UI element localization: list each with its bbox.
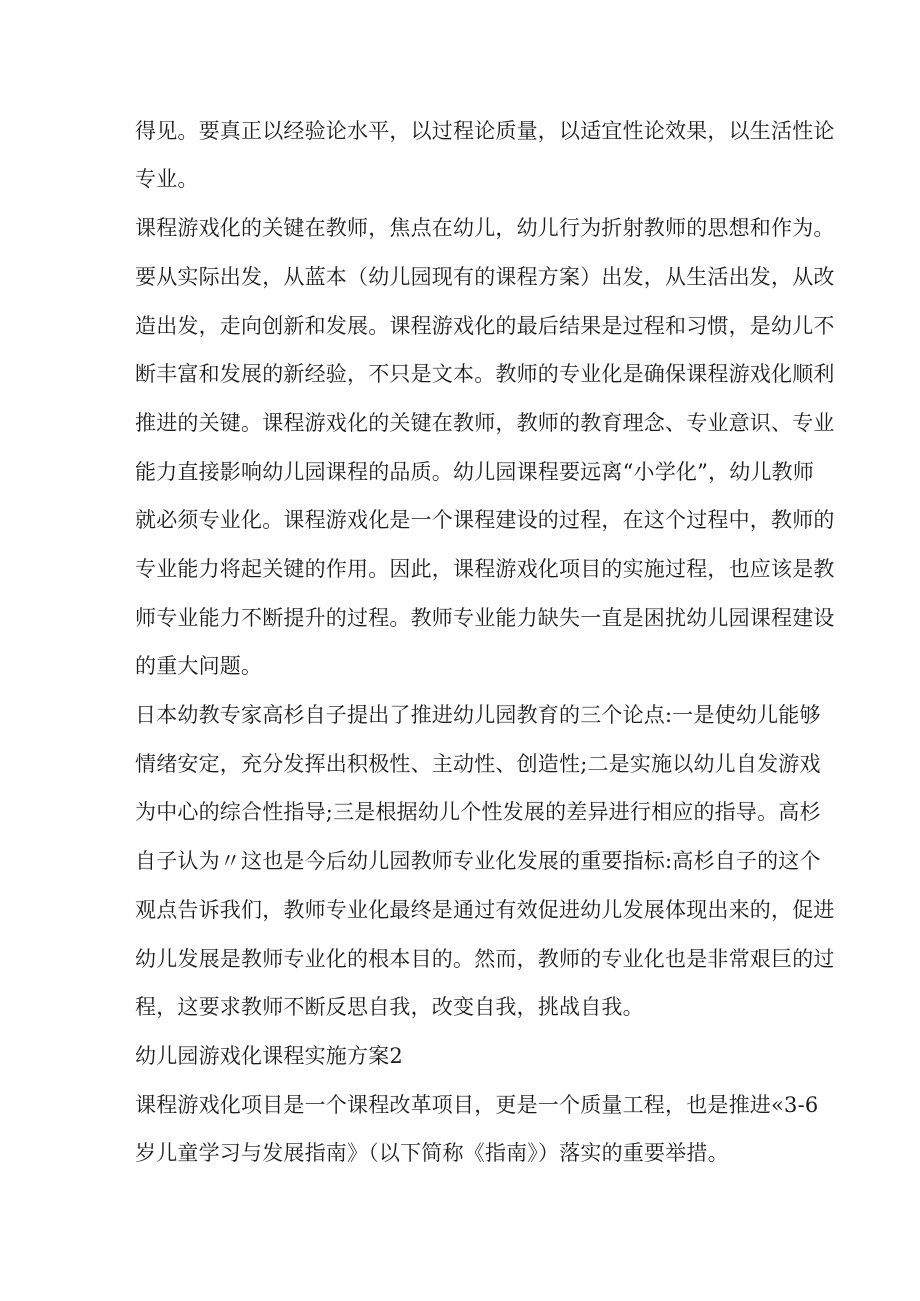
text-line: 岁儿童学习与发展指南》（以下简称《指南》）落实的重要举措。	[135, 1141, 729, 1165]
section-heading: 幼儿园游戏化课程实施方案2	[135, 1044, 403, 1068]
text-line: 专业能力将起关键的作用。因此，课程游戏化项目的实施过程，也应该是教	[135, 557, 835, 581]
text-line: 课程游戏化的关键在教师，焦点在幼儿，幼儿行为折射教师的思想和作为。	[135, 216, 835, 240]
text-line: 师专业能力不断提升的过程。教师专业能力缺失一直是困扰幼儿园课程建设	[135, 606, 835, 630]
text-line: 幼儿发展是教师专业化的根本目的。然而，教师的专业化也是非常艰巨的过	[135, 947, 835, 971]
text-line: 为中心的综合性指导;三是根据幼儿个性发展的差异进行相应的指导。高杉	[135, 800, 821, 824]
text-line: 要从实际出发，从蓝本（幼儿园现有的课程方案）出发，从生活出发，从改	[135, 265, 835, 289]
text-line: 课程游戏化项目是一个课程改革项目，更是一个质量工程，也是推进«3-6	[135, 1093, 819, 1117]
text-line: 自子认为〃这也是今后幼儿园教师专业化发展的重要指标:高杉自子的这个	[135, 849, 821, 873]
text-line: 专业。	[135, 167, 199, 191]
text-line: 推进的关键。课程游戏化的关键在教师，教师的教育理念、专业意识、专业	[135, 411, 835, 435]
text-line: 程，这要求教师不断反思自我，改变自我，挑战自我。	[135, 995, 644, 1019]
text-line: 情绪安定，充分发挥出积极性、主动性、创造性;二是实施以幼儿自发游戏	[135, 752, 821, 776]
text-line: 得见。要真正以经验论水平，以过程论质量，以适宜性论效果，以生活性论	[135, 119, 835, 143]
text-line: 断丰富和发展的新经验，不只是文本。教师的专业化是确保课程游戏化顺利	[135, 362, 835, 386]
text-line: 能力直接影响幼儿园课程的品质。幼儿园课程要远离“小学化”，幼儿教师	[135, 460, 815, 484]
text-line: 观点告诉我们，教师专业化最终是通过有效促进幼儿发展体现出来的，促进	[135, 898, 835, 922]
text-line: 造出发，走向创新和发展。课程游戏化的最后结果是过程和习惯，是幼儿不	[135, 314, 835, 338]
text-line: 就必须专业化。课程游戏化是一个课程建设的过程，在这个过程中，教师的	[135, 508, 835, 532]
text-line: 日本幼教专家高杉自子提出了推进幼儿园教育的三个论点:一是使幼儿能够	[135, 703, 821, 727]
text-line: 的重大问题。	[135, 654, 263, 678]
